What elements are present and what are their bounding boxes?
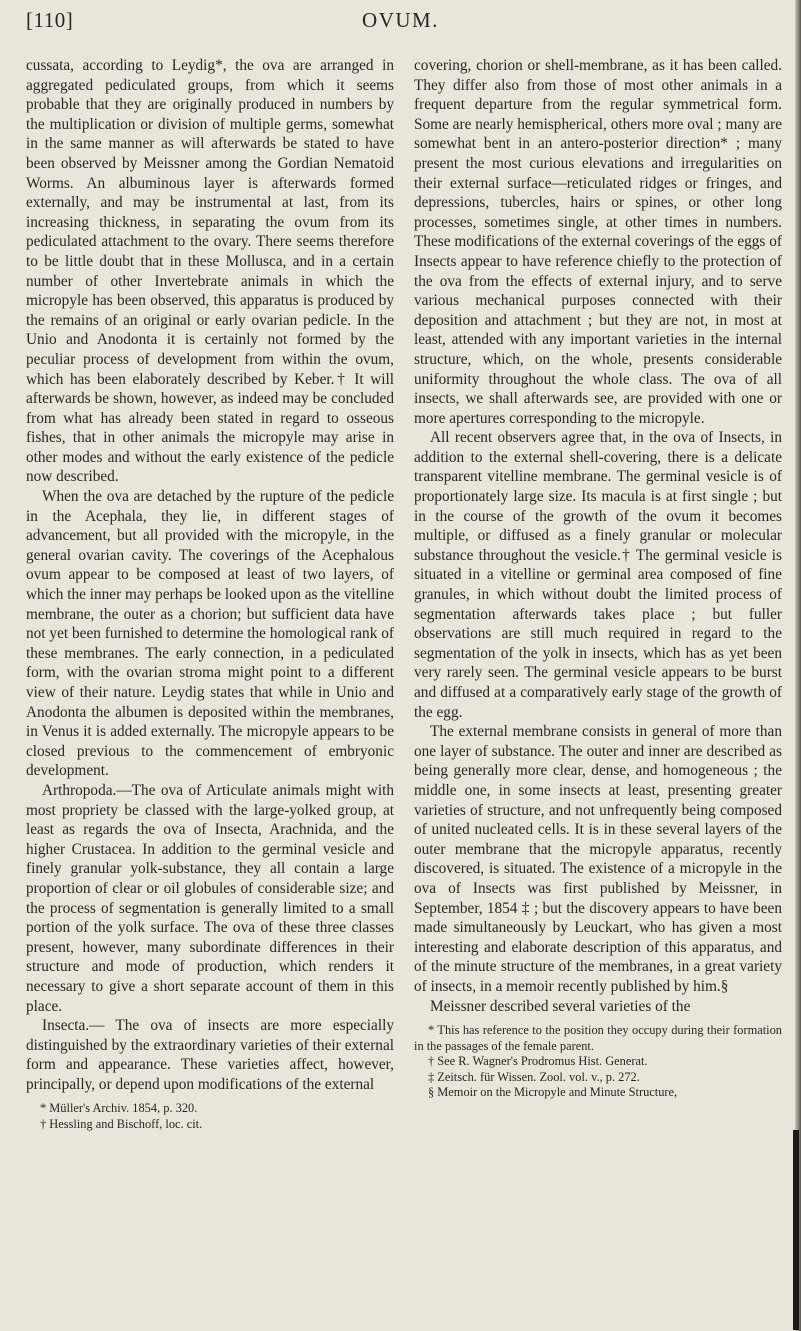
body-paragraph: Meissner described several varieties of the xyxy=(430,997,691,1015)
body-paragraph: Insecta.— The ova of insects are more especially distinguished by the extraordinary varieties of their external form and appearance. These varieties affect, however, principally, or depend upon modifications of the external xyxy=(26,1017,394,1093)
body-paragraph: When the ova are detached by the rupture of the pedicle in the Acephala, they lie, in different stages of advancement, but all provided with the micropyle, in the general ovarian cavity. The coverings of the Acephalous ovum appear to be composed at least of two layers, of which the inner may perhaps be looked upon as the vitelline membrane, the outer as a chorion; but sufficient data have not yet been furnished to determine the homological rank of these membranes. The early connection, in a pediculated form, with the ovarian stroma might point to a different view of their nature. Leydig states that while in Unio and Anodonta the albumen is deposited within the membranes, in Venus it is added externally. The micropyle appears to be closed previous to the commencement of embryonic development. xyxy=(26,488,394,780)
right-column xyxy=(414,56,782,1101)
footnote: * Müller's Archiv. 1854, p. 320. xyxy=(40,1101,198,1116)
footnote: † See R. Wagner's Prodromus Hist. Generat. xyxy=(428,1054,648,1069)
body-paragraph: All recent observers agree that, in the ova of Insects, in addition to the external shell-covering, there is a delicate transparent vitelline membrane. The germinal vesicle is of proportionately large size. Its macula is at first single ; but in the course of the growth of the ovum it becomes multiple, or diffused as a finely granular or molecular substance throughout the vesicle.† The germinal vesicle is situated in a vitelline or germinal area composed of fine granules, in which without doubt the limited process of segmentation afterwards takes place ; but fuller observations are still much required in regard to the segmentation of the yolk in insects, which has as yet been very rarely seen. The germinal vesicle appears to be burst and diffused at a comparatively early stage of the growth of the egg. xyxy=(414,429,782,721)
body-paragraph: cussata, according to Leydig*, the ova are arranged in aggregated pediculated groups, from which it seems probable that they are originally produced in numbers by the multiplication or division of multiple germs, somewhat in the same manner as will afterwards be stated to have been observed by Meissner among the Gordian Nematoid Worms. An albuminous layer is afterwards formed externally, and may be instrumental at last, from its increasing thickness, in separating the ovum from its pediculated attachment to the ovary. There seems therefore to be little doubt that in these Mollusca, and in a certain number of other Invertebrate animals in which the micropyle has been observed, this apparatus is produced by the remains of an original or early ovarian pedicle. In the Unio and Anodonta it is certainly not formed by the peculiar process of development from within the ovum, which has been elaborately described by Keber.† It will afterwards be shown, however, as indeed may be concluded from what has already been stated in regard to osseous fishes, that in other animals the micropyle may arise in other modes and without the early existence of the pedicle now described. xyxy=(26,57,394,486)
footnote: † Hessling and Bischoff, loc. cit. xyxy=(40,1116,203,1131)
body-paragraph: The external membrane consists in general of more than one layer of substance. The outer and inner are described as being generally more clear, dense, and homogeneous ; the middle one, in some insects at least, presenting greater varieties of structure, and not unfrequently being composed of united nucleated cells. It is in these several layers of the outer membrane that the micropyle apparatus, recently discovered, is situated. The existence of a micropyle in the ova of Insects was first published by Meissner, in September, 1854 ‡ ; but the discovery appears to have been made simultaneously by Leuckart, who has given a most interesting and elaborate description of this apparatus, and of the minute structure of the membranes, in a great variety of insects, in a memoir recently published by him.§ xyxy=(414,723,782,995)
footnote: § Memoir on the Micropyle and Minute Structure, xyxy=(428,1085,678,1100)
footnote: * This has reference to the position they occupy during their formation in the passages of the female parent. xyxy=(414,1023,782,1053)
footnote: ‡ Zeitsch. für Wissen. Zool. vol. v., p. 272. xyxy=(428,1069,640,1084)
running-title: OVUM. xyxy=(362,8,439,32)
page-number: [110] xyxy=(26,8,74,32)
body-paragraph: Arthropoda.—The ova of Articulate animals might with most propriety be classed with the large-yolked group, at least as regards the ova of Insecta, Arachnida, and the higher Crustacea. In addition to the germinal vesicle and finely granular yolk-substance, they all contain a large proportion of clear or oil globules of considerable size; and the process of segmentation is generally limited to a small portion of the yolk surface. The ova of these three classes present, however, many subordinate differences in their structure and mode of production, which renders it necessary to give a short separate account of them in this place. xyxy=(26,781,394,1015)
page-edge-mark xyxy=(793,1130,799,1330)
left-column xyxy=(26,56,394,1132)
body-paragraph: covering, chorion or shell-membrane, as it has been called. They differ also from those of most other animals in a frequent departure from the regular symmetrical form. Some are nearly hemispherical, others more oval ; many are somewhat bent in an antero-posterior direction* ; many present the most curious elevations and irregularities on their external surface—reticulated ridges or fringes, and depressions, tubercles, hairs or spines, or other long processes, sometimes single, at other times in numbers. These modifications of the external coverings of the eggs of Insects appear to have reference chiefly to the protection of the ova from the effects of external injury, and to serve various mechanical purposes connected with their deposition and attachment ; but they are not, in most at least, attended with any important varieties in the internal structure, which, on the whole, presents considerable uniformity throughout the whole class. The ova of all insects, we shall afterwards see, are provided with one or more apertures corresponding to the micropyle. xyxy=(414,57,782,427)
